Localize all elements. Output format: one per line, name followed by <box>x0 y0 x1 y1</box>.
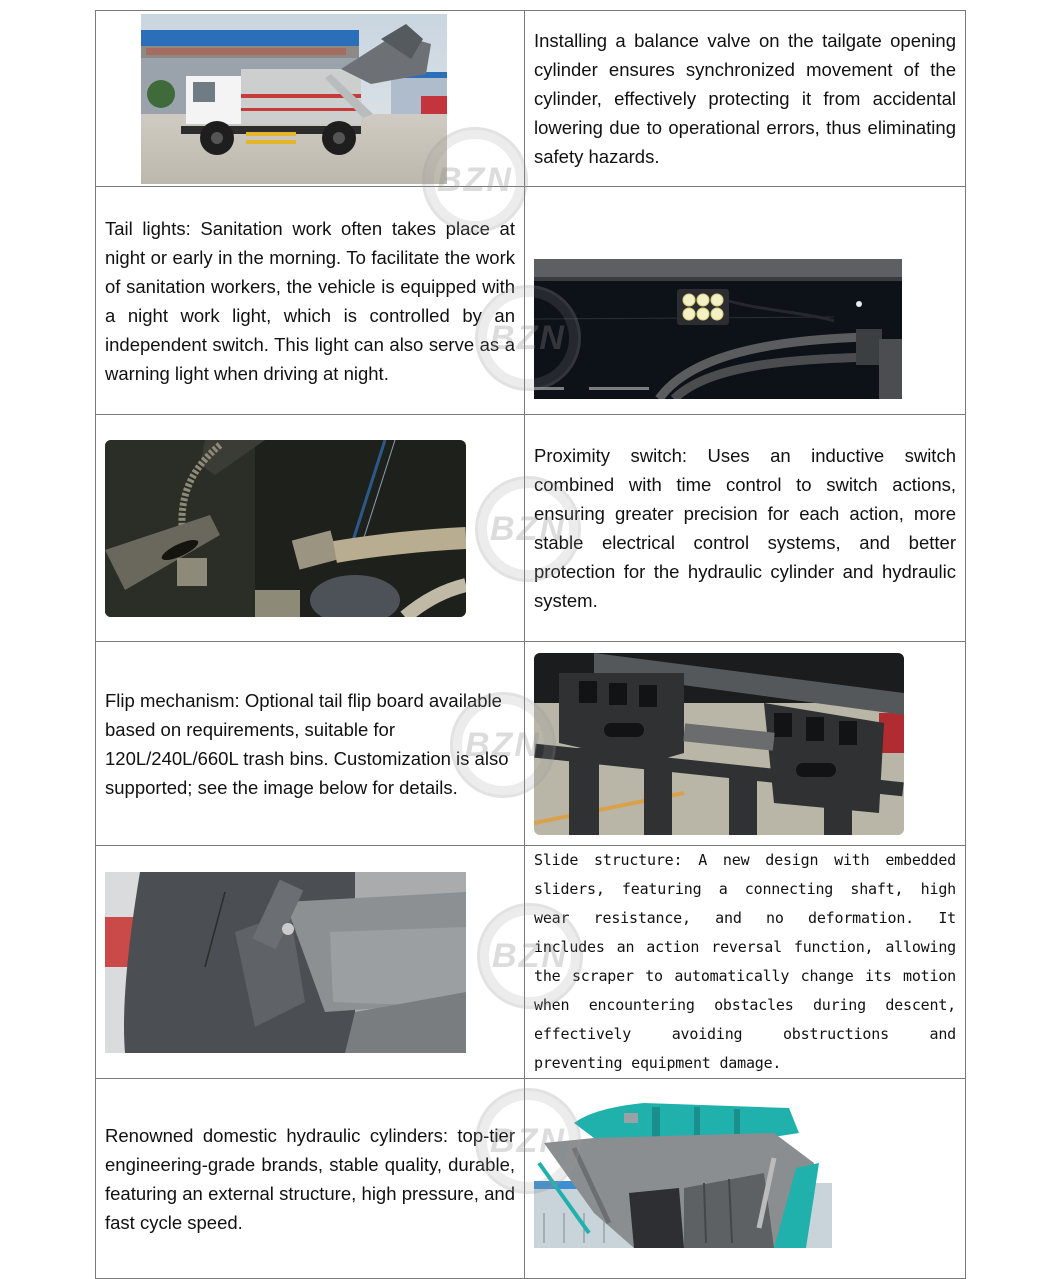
table-row <box>96 1079 966 1279</box>
table-row <box>96 415 966 642</box>
image-cell <box>525 1079 966 1279</box>
image-cell <box>525 187 966 415</box>
night-work-light-image <box>534 259 902 399</box>
table-row <box>96 11 966 187</box>
flip-mechanism-photo <box>534 653 904 835</box>
text-cell <box>96 187 525 415</box>
text-cell <box>525 846 966 1079</box>
table-row <box>96 846 966 1079</box>
spec-sheet <box>95 10 965 1279</box>
image-cell <box>96 11 525 187</box>
slide-structure-photo <box>105 872 466 1053</box>
feature-description-flip-mechanism: Flip mechanism: Optional tail flip board available based on requirements, suitable for 120L/240L/660L trash bins. Customization is also supported; see the image below for details. <box>105 689 509 798</box>
image-cell <box>96 846 525 1079</box>
slide-structure-image <box>105 872 466 1053</box>
bzn-watermark-logo: BZN <box>477 903 583 1009</box>
feature-description-tail-lights: Tail lights: Sanitation work often takes place at night or early in the morning. To facilitate the work of sanitation workers, the vehicle is equipped with a night work light, which is controlled by an independent switch. This light can also serve as a warning light when driving at night. <box>105 217 515 384</box>
compactor-truck-image <box>141 14 447 184</box>
feature-description-balance-valve: Installing a balance valve on the tailgate opening cylinder ensures synchronized movement of the cylinder, effectively protecting it from accidental lowering due to operational errors, thus eliminating safety hazards. <box>534 30 956 167</box>
feature-table <box>95 10 966 1279</box>
bzn-watermark-logo: BZN <box>475 285 581 391</box>
bin-flip-mechanism-image <box>534 653 904 835</box>
feature-description-proximity-switch: Proximity switch: Uses an inductive switch combined with time control to switch actions, ensuring greater precision for each action, more stable electrical control systems, and better protection for the hydraulic cylinder and hydraulic system. <box>534 445 956 611</box>
hydraulic-cylinder-tailgate-image <box>534 1103 832 1248</box>
bzn-watermark-logo: BZN <box>422 127 528 233</box>
text-cell <box>96 642 525 846</box>
text-cell <box>525 11 966 187</box>
bzn-watermark-logo: BZN <box>450 692 556 798</box>
bzn-watermark-logo: BZN <box>475 476 581 582</box>
table-row <box>96 642 966 846</box>
bzn-watermark-logo: BZN <box>475 1088 581 1194</box>
feature-description-hydraulic-cylinders: Renowned domestic hydraulic cylinders: top-tier engineering-grade brands, stable quality, durable, featuring an external structure, high pressure, and fast cycle speed. <box>105 1124 515 1233</box>
proximity-switch-image <box>105 440 466 617</box>
work-light-photo <box>534 259 902 399</box>
hydraulic-cylinders-photo <box>534 1103 832 1248</box>
text-cell <box>96 1079 525 1279</box>
proximity-switch-photo <box>105 440 466 617</box>
image-cell <box>525 642 966 846</box>
image-cell <box>96 415 525 642</box>
table-row <box>96 187 966 415</box>
feature-description-slide-structure: Slide structure: A new design with embedded sliders, featuring a connecting shaft, high wear resistance, and no deformation. It includes an action reversal function, allowing the scraper to automatically change its motion when encountering obstacles during descent, effectively avoiding obstructions and preventing equipment damage. <box>534 851 956 1072</box>
truck-photo <box>141 14 447 184</box>
text-cell <box>525 415 966 642</box>
